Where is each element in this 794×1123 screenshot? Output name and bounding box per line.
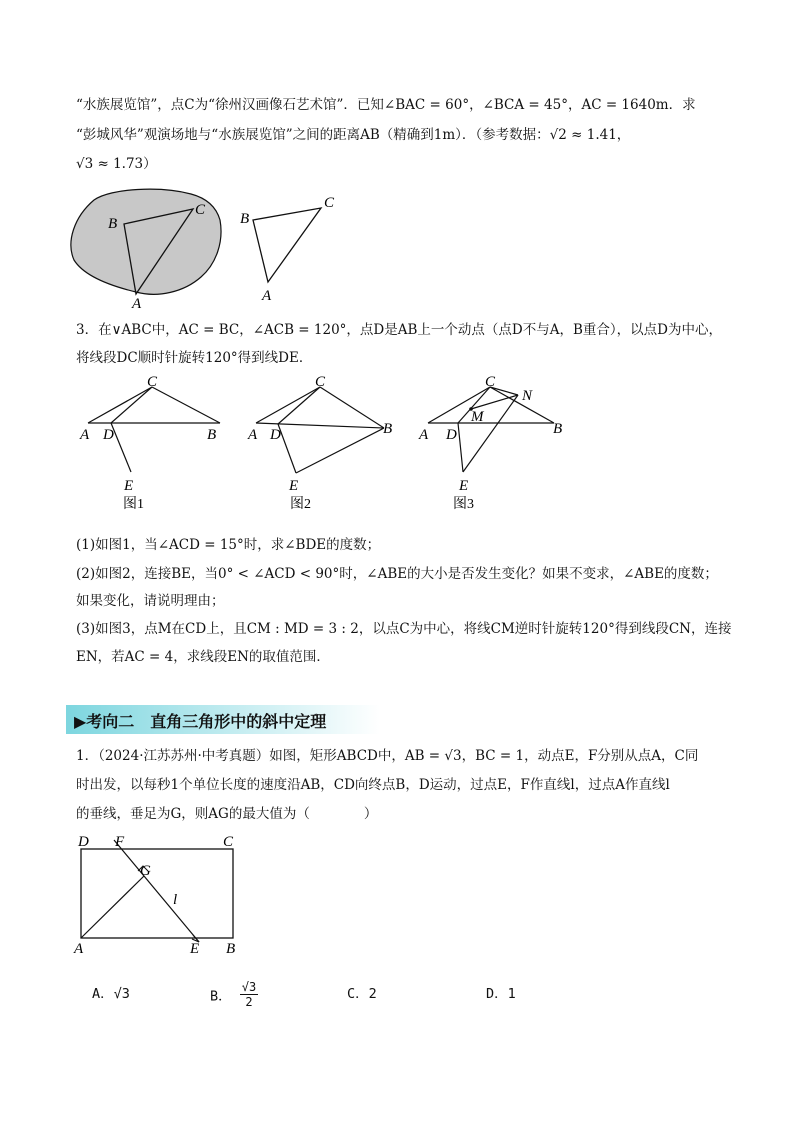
problem1-text-line2: 时出发，以每秒1个单位长度的速度沿AB，CD向终点B，D运动，过点E，F作直线l，过点A作直线l bbox=[76, 777, 670, 793]
problem2-text-line2: “彭城风华”观演场地与“水族展览馆”之间的距离AB（精确到1m）．（参考数据：√2 ≈ 1.41， bbox=[76, 127, 631, 143]
figure-1-caption: 图1 bbox=[123, 497, 144, 512]
option-a-value: √3 bbox=[113, 986, 130, 1002]
label-f: F bbox=[115, 834, 125, 850]
label-l: l bbox=[173, 892, 178, 908]
triangle-abc-plain bbox=[253, 208, 321, 282]
label-c: C bbox=[485, 374, 496, 390]
label-b: B bbox=[383, 421, 393, 437]
figure-3-caption: 图3 bbox=[453, 497, 474, 512]
problem3-question-1: (1)如图1，当∠ACD = 15°时，求∠BDE的度数； bbox=[76, 537, 381, 553]
problem3-question-2b: 如果变化，请说明理由； bbox=[76, 593, 225, 609]
problem3-text-line1: 3．在∨ABC中，AC = BC，∠ACB = 120°，点D是AB上一个动点（点D不与A，B重合），以点D为中心， bbox=[76, 322, 722, 338]
line-l bbox=[114, 840, 199, 942]
rectangle-figure bbox=[66, 828, 256, 958]
option-a-label: A． bbox=[92, 986, 114, 1002]
label-a: A bbox=[132, 296, 142, 312]
problem3-question-2a: (2)如图2，连接BE，当0° < ∠ACD < 90°时，∠ABE的大小是否发生变化？如果不变求，∠ABE的度数； bbox=[76, 566, 718, 582]
label-c: C bbox=[195, 202, 206, 218]
rectangle-abcd bbox=[81, 849, 233, 938]
section-banner bbox=[66, 705, 380, 734]
label-b: B bbox=[207, 427, 217, 443]
label-a: A bbox=[262, 288, 272, 304]
label-b: B bbox=[553, 421, 563, 437]
label-a: A bbox=[419, 427, 429, 443]
label-a: A bbox=[248, 427, 258, 443]
problem2-text-line1: “水族展览馆”，点C为“徐州汉画像石艺术馆”．已知∠BAC = 60°，∠BCA = 45°，AC = 1640m．求 bbox=[76, 97, 696, 113]
option-b-denominator: 2 bbox=[245, 995, 253, 1009]
label-a: A bbox=[74, 941, 84, 957]
figure-2-caption: 图2 bbox=[290, 497, 311, 512]
problem3-text-line2: 将线段DC顺时针旋转120°得到线DE． bbox=[76, 350, 313, 366]
label-b: B bbox=[240, 211, 250, 227]
label-e: E bbox=[124, 478, 134, 494]
label-d: D bbox=[446, 427, 457, 443]
option-d[interactable]: D．1 bbox=[486, 986, 516, 1002]
label-c: C bbox=[315, 374, 326, 390]
option-b-numerator: √3 bbox=[241, 980, 257, 994]
problem1-text-line1: 1．（2024·江苏苏州·中考真题）如图，矩形ABCD中，AB = √3，BC = 1，动点E，F分别从点A，C同 bbox=[76, 748, 699, 764]
label-d: D bbox=[270, 427, 281, 443]
figure-1 bbox=[80, 372, 230, 517]
option-b-label: B． bbox=[210, 988, 232, 1005]
label-m: M bbox=[471, 409, 484, 425]
label-a: A bbox=[80, 427, 90, 443]
segment-ag bbox=[81, 876, 144, 938]
label-e: E bbox=[190, 941, 200, 957]
problem2-text-line3: √3 ≈ 1.73） bbox=[76, 156, 157, 172]
option-b-fraction bbox=[240, 980, 258, 1009]
label-b: B bbox=[108, 216, 118, 232]
label-c: C bbox=[324, 195, 335, 211]
label-n: N bbox=[522, 388, 533, 404]
shaded-region-figure bbox=[66, 182, 226, 312]
problem3-question-3b: EN，若AC = 4，求线段EN的取值范围． bbox=[76, 649, 330, 665]
label-c: C bbox=[223, 834, 234, 850]
figure-2 bbox=[246, 372, 406, 517]
label-g: G bbox=[140, 863, 151, 879]
figure-3 bbox=[416, 372, 576, 517]
section-title: ▶考向二 直角三角形中的斜中定理 bbox=[74, 712, 327, 731]
triangle-figure bbox=[236, 190, 346, 305]
option-a[interactable] bbox=[92, 982, 130, 1002]
problem3-question-3a: (3)如图3，点M在CD上，且CM : MD = 3 : 2，以点C为中心，将线CM逆时针旋转120°得到线段CN，连接 bbox=[76, 621, 732, 637]
label-c: C bbox=[147, 374, 158, 390]
label-b: B bbox=[226, 941, 236, 957]
problem1-text-line3: 的垂线，垂足为G，则AG的最大值为（ ） bbox=[76, 806, 378, 822]
option-c[interactable]: C．2 bbox=[347, 986, 377, 1002]
option-b[interactable] bbox=[210, 982, 258, 1011]
label-e: E bbox=[289, 478, 299, 494]
label-d: D bbox=[103, 427, 114, 443]
label-e: E bbox=[459, 478, 469, 494]
label-d: D bbox=[78, 834, 89, 850]
